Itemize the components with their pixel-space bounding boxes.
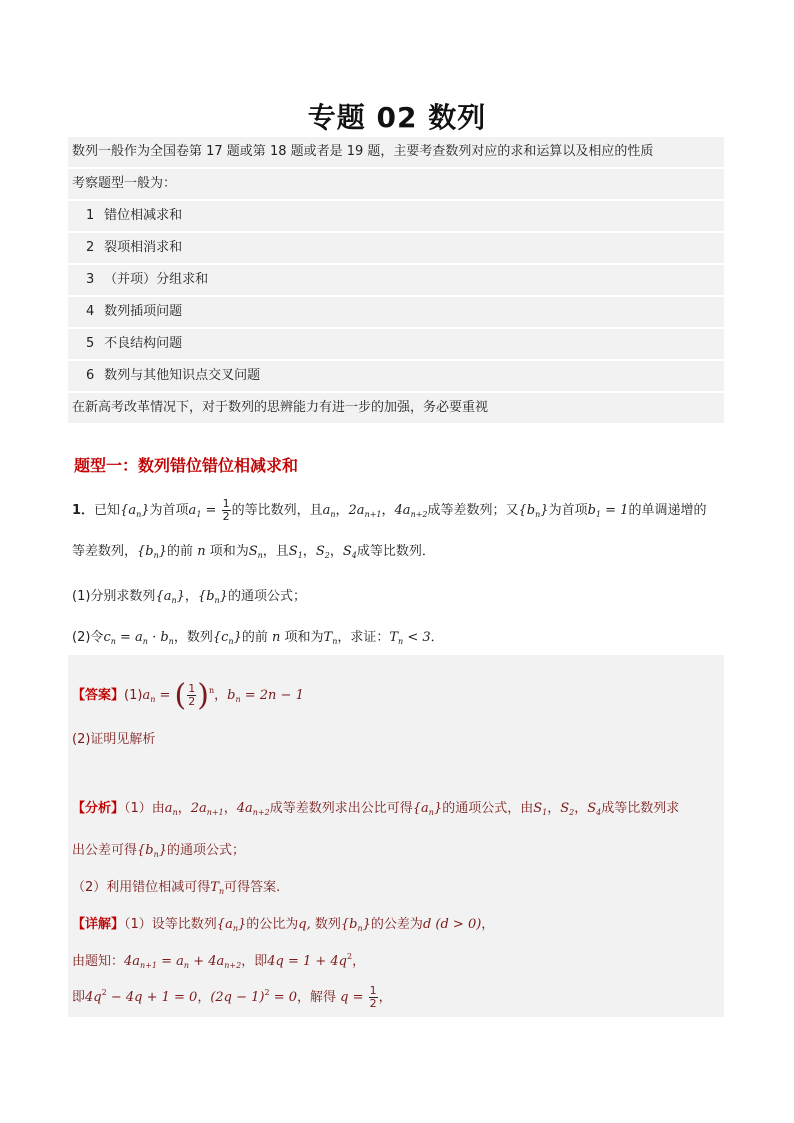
q-text: 分别求数列 xyxy=(90,589,156,604)
item-number: 4 xyxy=(86,304,95,319)
math: $T_n$ xyxy=(210,880,225,896)
detail-line: 【详解】（1）设等比数列$\{a_n\}$的公比为q, 数列$\{b_n\}$的公差为d (d > 0)， xyxy=(72,917,495,933)
q-text: 的等比数列，且 xyxy=(231,503,323,518)
math: $S_4$ xyxy=(342,544,357,560)
math: $\{b_n\}$ xyxy=(197,589,228,605)
a-text: 的通项公式，由 xyxy=(442,801,534,816)
q-text: 为首项 xyxy=(149,503,189,518)
math: $4a_{n+1} = a_n + 4a_{n+2}$ xyxy=(124,954,242,970)
math: $2a_{n+1}$ xyxy=(190,801,224,817)
a-text: ，即 xyxy=(241,954,268,969)
section-title: 题型一：数列错位错位相减求和 xyxy=(74,456,299,475)
q-text: ，数列 xyxy=(173,630,213,645)
a-text: （2）利用错位相减可得 xyxy=(72,880,211,895)
item-number: 1 xyxy=(86,208,95,223)
math: $b_1 = 1$ xyxy=(587,503,629,519)
math: $S_1$ xyxy=(533,801,548,817)
item-text: （并项）分组求和 xyxy=(104,272,209,287)
math: $T_n$ xyxy=(323,630,338,646)
a-text: 数列 xyxy=(314,917,341,932)
q-text: ． xyxy=(430,630,444,645)
item-text: 不良结构问题 xyxy=(104,336,183,351)
math: $\{b_n\}$ xyxy=(137,843,168,859)
answer-tag: 【答案】 xyxy=(72,688,125,703)
math: $a_n$ = xyxy=(142,688,175,704)
question-line: 1．已知$\{a_n\}$为首项$a_1$ = $\frac{1}{2}$ 的等比数列，且$a_n$，$2a_{n+1}$，$4a_{n+2}$成等差数列；又$\{b_n\}$为首项$b_1 = 1$的单调递增的 xyxy=(72,497,707,523)
math: $4q^2 - 4q + 1 = 0$ xyxy=(85,988,198,1005)
q-text: 的通项公式； xyxy=(227,589,306,604)
intro-item xyxy=(68,265,724,295)
intro-line: 数列一般作为全国卷第 17 题或第 18 题或者是 19 题，主要考查数列对应的求和运算以及相应的性质 xyxy=(68,137,724,167)
math: $\{b_n\}$ xyxy=(137,544,168,560)
q-text: 项和为 xyxy=(209,544,249,559)
analysis-line: 【分析】（1）由$a_n$，$2a_{n+1}$，$4a_{n+2}$成等差数列求出公比可得$\{a_n\}$的通项公式，由$S_1$，$S_2$，$S_4$成等比数列求 xyxy=(72,801,680,817)
analysis-line xyxy=(72,876,280,896)
intro-item xyxy=(68,329,724,359)
math: $S_2$ xyxy=(560,801,575,817)
q-text: 等差数列， xyxy=(72,544,138,559)
math: $\{a_n\}$ xyxy=(216,917,247,933)
math: $S_1$ xyxy=(288,544,303,560)
item-text: 数列与其他知识点交叉问题 xyxy=(104,368,261,383)
answer-line: (2)证明见解析 xyxy=(72,732,156,747)
question-line: 等差数列，$\{b_n\}$的前 n 项和为$S_n$，且$S_1$，$S_2$，$S_4$成等比数列． xyxy=(72,544,435,560)
item-text: 数列插项问题 xyxy=(104,304,183,319)
intro-item xyxy=(68,233,724,263)
item-number: 2 xyxy=(86,240,95,255)
detail-tag: 【详解】 xyxy=(72,917,125,932)
item-number: 5 xyxy=(86,336,95,351)
math: $S_4$ xyxy=(587,801,602,817)
math: $\{b_n\}$ xyxy=(340,917,371,933)
question-part-2 xyxy=(72,626,444,646)
item-number: 6 xyxy=(86,368,95,383)
math: $c_n = a_n \cdot b_n$ xyxy=(103,630,174,646)
a-text: 即 xyxy=(72,990,86,1005)
question-part-1: (1)分别求数列$\{a_n\}$，$\{b_n\}$的通项公式； xyxy=(72,589,306,605)
q-text: 为首项 xyxy=(548,503,588,518)
page-title: 专题 02 数列 xyxy=(307,101,487,134)
math: $4a_{n+2}$ xyxy=(236,801,270,817)
math: $a_1$ = xyxy=(188,503,221,519)
math: $(2q - 1)^2 = 0$ xyxy=(210,988,298,1005)
item-number: 3 xyxy=(86,272,95,287)
q-text: (2) xyxy=(72,630,91,645)
intro-item xyxy=(68,297,724,327)
a-text: 的通项公式； xyxy=(167,843,246,858)
q-text: 成等比数列． xyxy=(356,544,435,559)
math: $S_n$ xyxy=(248,544,263,560)
q-text: 的前 xyxy=(241,630,268,645)
intro-line: 在新高考改革情况下，对于数列的思辨能力有进一步的加强，务必要重视 xyxy=(68,393,724,423)
math: $T_n < 3$ xyxy=(389,630,431,646)
math-fraction: $\frac{1}{2}$ xyxy=(222,497,230,523)
math: $a_n$ xyxy=(322,503,336,519)
question-number: 1． xyxy=(72,503,95,518)
q-text: (1) xyxy=(72,589,91,604)
math: $2a_{n+1}$ xyxy=(348,503,382,519)
math-paren: ) xyxy=(197,678,209,713)
math: $\{c_n\}$ xyxy=(212,630,242,646)
a-text: 的公比为 xyxy=(246,917,299,932)
q-text: 项和为 xyxy=(284,630,324,645)
math: d (d > 0) xyxy=(422,917,482,932)
math: q, xyxy=(298,917,315,932)
answer-line: 【答案】$(1)a_n$ = ( $\frac{1}{2}$ )$^n$，$b_n = 2n - 1$ xyxy=(72,678,304,713)
a-text: 由题知： xyxy=(72,954,125,969)
math-paren: ( xyxy=(174,678,187,713)
math: $\{a_n\}$ xyxy=(120,503,150,519)
q-text: 的前 xyxy=(167,544,194,559)
q-text: 的单调递增的 xyxy=(628,503,707,518)
intro-line: 考察题型一般为： xyxy=(68,169,724,199)
a-text: 的公差为 xyxy=(370,917,423,932)
a-text: （1）由 xyxy=(124,801,165,816)
a-text: (1) xyxy=(124,688,143,703)
intro-item xyxy=(68,201,724,231)
math: $\{b_n\}$ xyxy=(518,503,549,519)
math: n xyxy=(267,630,285,645)
analysis-line xyxy=(72,839,245,859)
detail-line: 即$4q^2 - 4q + 1 = 0$，$(2q - 1)^2 = 0$，解得 q = $\frac{1}{2}$ ， xyxy=(72,984,392,1010)
math: $4a_{n+2}$ xyxy=(394,503,428,519)
a-text: 出公差可得 xyxy=(72,843,138,858)
q-text: ，且 xyxy=(262,544,289,559)
analysis-tag: 【分析】 xyxy=(72,801,125,816)
a-text: ，解得 xyxy=(297,990,337,1005)
math: $\{a_n\}$ xyxy=(412,801,443,817)
a-text: 成等差数列求出公比可得 xyxy=(269,801,413,816)
math: $4q = 1 + 4q^2$ xyxy=(267,952,353,969)
a-text: 成等比数列求 xyxy=(601,801,680,816)
a-text: （1）设等比数列 xyxy=(124,917,217,932)
intro-box xyxy=(68,137,724,425)
detail-line: 由题知：$4a_{n+1} = a_n + 4a_{n+2}$，即$4q = 1 + 4q^2$， xyxy=(72,952,366,970)
math: $b_n = 2n - 1$ xyxy=(227,688,304,704)
math: n xyxy=(193,544,210,559)
a-text: 可得答案. xyxy=(224,880,281,895)
q-text: 令 xyxy=(90,630,104,645)
math: $\{a_n\}$ xyxy=(155,589,185,605)
q-text: 成等差数列；又 xyxy=(427,503,519,518)
item-text: 裂项相消求和 xyxy=(104,240,183,255)
q-text: ，求证： xyxy=(337,630,390,645)
math: $a_n$ xyxy=(164,801,178,817)
intro-item xyxy=(68,361,724,391)
math-fraction: $\frac{1}{2}$ xyxy=(369,984,377,1010)
math-exponent: n xyxy=(208,686,215,695)
q-text: 已知 xyxy=(94,503,121,518)
math: $S_2$ xyxy=(315,544,330,560)
math: q = xyxy=(336,990,368,1005)
math-fraction: $\frac{1}{2}$ xyxy=(188,682,196,708)
item-text: 错位相减求和 xyxy=(104,208,183,223)
